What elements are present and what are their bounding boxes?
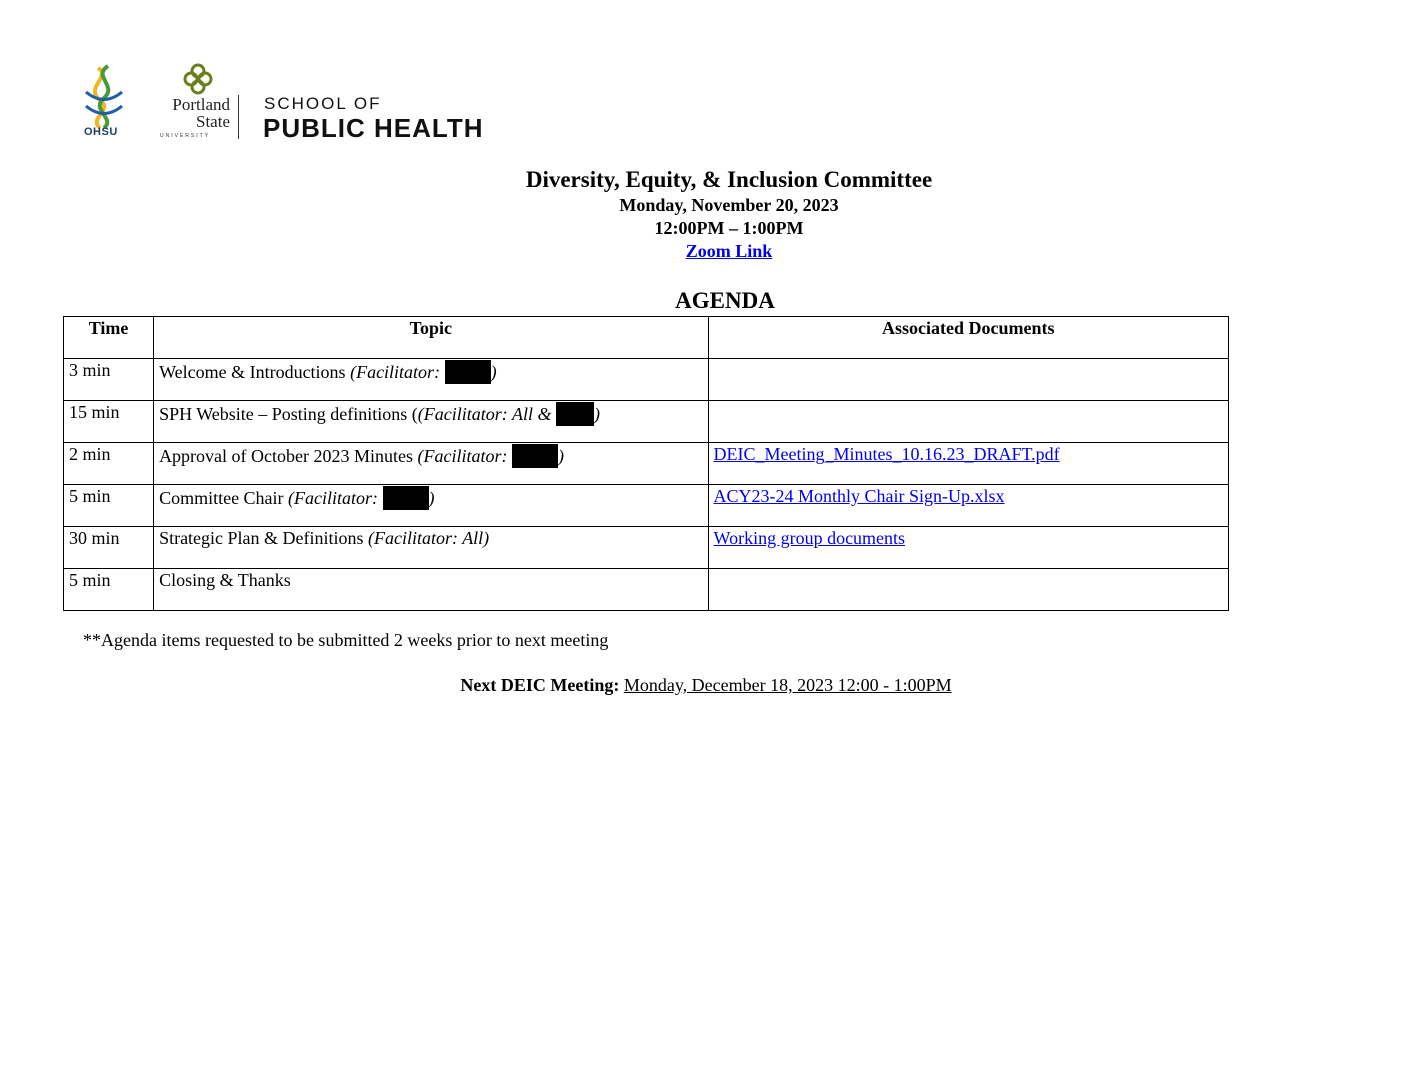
redaction-block (556, 402, 594, 426)
topic-cell: SPH Website – Posting definitions ((Facilitator: All & ) (154, 401, 708, 443)
time-cell: 30 min (64, 527, 154, 569)
column-header-topic: Topic (154, 317, 708, 359)
page-title: Diversity, Equity, & Inclusion Committee (525, 167, 933, 192)
time-cell: 5 min (64, 485, 154, 527)
table-row (64, 569, 1229, 611)
logo-divider (238, 95, 239, 139)
redaction-block (445, 360, 491, 384)
documents-cell (708, 443, 1228, 485)
facilitator: (Facilitator: (288, 488, 383, 508)
meeting-date: Monday, November 20, 2023 (619, 195, 839, 215)
agenda-note: **Agenda items requested to be submitted 2 weeks prior to next meeting (83, 630, 609, 650)
psu-name: Portland State (172, 95, 230, 131)
facilitator: (Facilitator: All) (368, 528, 490, 548)
chair-signup-doc-link[interactable]: ACY23-24 Monthly Chair Sign-Up.xlsx (713, 486, 1005, 506)
meeting-time: 12:00PM – 1:00PM (654, 218, 804, 238)
facilitator: (Facilitator: (350, 362, 445, 382)
topic-cell: Closing & Thanks (154, 569, 708, 611)
public-health-label: PUBLIC HEALTH (263, 113, 484, 143)
meeting-header (0, 166, 1408, 263)
school-of-label: SCHOOL OF (264, 94, 382, 113)
time-cell: 3 min (64, 359, 154, 401)
column-header-documents: Associated Documents (708, 317, 1228, 359)
agenda-heading: AGENDA (675, 288, 775, 313)
facilitator: (Facilitator: All & (417, 404, 556, 424)
zoom-link[interactable]: Zoom Link (685, 241, 773, 261)
column-header-time: Time (64, 317, 154, 359)
topic-cell: Strategic Plan & Definitions (Facilitator: All) (154, 527, 708, 569)
documents-cell (708, 485, 1228, 527)
topic-cell: Welcome & Introductions (Facilitator: ) (154, 359, 708, 401)
table-row (64, 359, 1229, 401)
topic-cell: Approval of October 2023 Minutes (Facilitator: ) (154, 443, 708, 485)
time-cell: 15 min (64, 401, 154, 443)
next-meeting-label: Next DEIC Meeting: (460, 675, 620, 695)
facilitator: (Facilitator: (417, 446, 512, 466)
table-row (64, 401, 1229, 443)
agenda-table (63, 316, 1229, 611)
minutes-doc-link[interactable]: DEIC_Meeting_Minutes_10.16.23_DRAFT.pdf (713, 444, 1060, 464)
table-row (64, 485, 1229, 527)
topic-cell: Committee Chair (Facilitator: ) (154, 485, 708, 527)
redaction-block (512, 444, 558, 468)
psu-knot-icon (180, 62, 216, 96)
table-row (64, 443, 1229, 485)
psu-logo (148, 62, 238, 142)
table-header-row (64, 317, 1229, 359)
table-row (64, 527, 1229, 569)
documents-cell (708, 401, 1228, 443)
documents-cell (708, 359, 1228, 401)
next-meeting (0, 675, 1408, 696)
time-cell: 2 min (64, 443, 154, 485)
documents-cell (708, 569, 1228, 611)
redaction-block (383, 486, 429, 510)
logo-header (78, 62, 508, 144)
time-cell: 5 min (64, 569, 154, 611)
next-meeting-date: Monday, December 18, 2023 12:00 - 1:00PM (623, 675, 952, 695)
working-group-doc-link[interactable]: Working group documents (713, 528, 906, 548)
ohsu-wordmark: OHSU (84, 126, 118, 138)
psu-university: UNIVERSITY (160, 133, 211, 139)
documents-cell (708, 527, 1228, 569)
